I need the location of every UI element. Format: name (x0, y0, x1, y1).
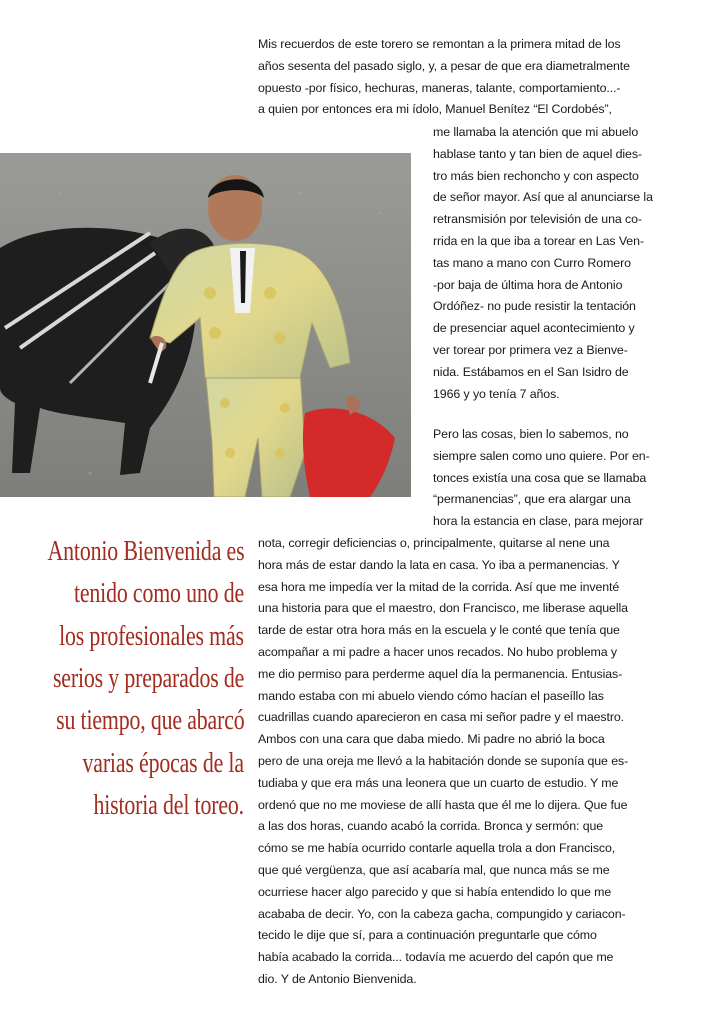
body-lines-top-line: opuesto -por físico, hechuras, maneras, talante, comportamiento...- (258, 80, 621, 95)
pull-quote-lines-line: serios y preparados de (52, 662, 244, 694)
body-lines-para2-wide-line: Ambos con una cara que daba miedo. Mi padre no abrió la boca (258, 732, 605, 747)
body-lines-para2-wide-line: tarde de estar otra hora más en la escuela y le conté que tenía que (258, 623, 620, 638)
body-lines-narrow-line: -por baja de última hora de Antonio (433, 277, 623, 292)
body-lines-para2-wide-line: había acabado la corrida... todavía me acuerdo del capón que me (258, 950, 614, 965)
body-lines-narrow-line: tas mano a mano con Curro Romero (433, 255, 631, 270)
body-lines-para2-wide-line: dio. Y de Antonio Bienvenida. (258, 972, 417, 986)
body-lines-narrow-line: retransmisión por televisión de una co- (433, 212, 642, 227)
body-lines-narrow-line: rrida en la que iba a torear en Las Ven- (433, 234, 644, 248)
body-lines-narrow-line: de presenciar aquel acontecimiento y (433, 321, 635, 336)
body-lines-narrow-line: tro más bien rechoncho y con aspecto (433, 168, 639, 183)
pull-quote-lines-line: su tiempo, que abarcó (55, 705, 244, 737)
body-lines-top-line: años sesenta del pasado siglo, y, a pesar de que era diametralmente (258, 58, 630, 73)
body-lines-narrow-line: de señor mayor. Así que al anunciarse la (433, 190, 653, 205)
pull-quote-lines-line: tenido como uno de (73, 578, 244, 610)
pull-quote-lines-line: los profesionales más (59, 620, 244, 652)
body-lines-para2-wide-line: tudiaba y que era más una leonera que un cuarto de estudio. Y me (258, 775, 619, 790)
bullfighter-illustration (0, 153, 411, 497)
body-lines-top-line: a quien por entonces era mi ídolo, Manuel Benítez “El Cordobés”, (258, 102, 612, 117)
pull-quote-lines-line: varias épocas de la (82, 747, 244, 779)
body-lines-para2-wide-line: a las dos horas, cuando acabó la corrida. Bronca y sermón: que (258, 819, 604, 834)
body-lines-para2-narrow-line: siempre salen como uno quiere. Por en- (433, 448, 650, 463)
body-lines-para2-wide-line: tecido le dije que sí, para a continuación preguntarle que cómo (258, 928, 597, 943)
pull-quote-lines-line: Antonio Bienvenida es (47, 536, 244, 567)
body-lines-para2-narrow-line: “permanencias”, que era alargar una (433, 492, 631, 507)
body-lines-para2-wide-line: cómo se me había ocurrido contarle aquella trola a don Francisco, (258, 841, 616, 856)
body-lines-para2-wide-line: acompañar a mi padre a hacer unos recados. No hubo problema y (258, 645, 617, 659)
body-lines-para2-narrow-line: tonces existía una cosa que se llamaba (433, 470, 647, 485)
body-lines-narrow-line: hablase tanto y tan bien de aquel dies- (433, 146, 642, 161)
body-lines-para2-wide-line: nota, corregir deficiencias o, principalmente, quitarse al nene una (258, 536, 610, 550)
body-lines-para2-wide-line: esa hora me impedía ver la mitad de la corrida. Así que me inventé (258, 579, 620, 594)
body-lines-para2-narrow-line: Pero las cosas, bien lo sabemos, no (433, 427, 629, 441)
body-lines-para2-wide-line: pero de una oreja me llevó a la habitación donde se suponía que es- (258, 754, 629, 768)
body-lines-narrow-line: 1966 y yo tenía 7 años. (433, 386, 560, 401)
body-lines-para2-wide-line: me dio permiso para perderme aquel día la permanencia. Entusias- (258, 666, 623, 681)
body-lines-narrow-line: ver torear por primera vez a Bienve- (433, 343, 628, 357)
body-lines-para2-wide-line: una historia para que el maestro, don Francisco, me liberase aquella (258, 601, 628, 616)
pull-quote-lines-line: historia del toreo. (93, 789, 244, 821)
body-lines-para2-wide-line: mando estaba con mi abuelo viendo cómo hacían el paseíllo las (258, 688, 604, 703)
body-lines-para2-wide-line: que qué vergüenza, que así acabaría mal, que nunca más se me (258, 863, 610, 877)
bullfighter-photo (0, 153, 411, 497)
body-lines-para2-wide-line: acababa de decir. Yo, con la cabeza gacha, compungido y cariacon- (258, 906, 626, 921)
body-lines-para2-wide-line: hora más de estar dando la lata en casa. Yo iba a permanencias. Y (258, 557, 620, 572)
body-lines-narrow-line: me llamaba la atención que mi abuelo (433, 125, 639, 139)
body-lines-narrow-line: nida. Estábamos en el San Isidro de (433, 364, 629, 379)
body-lines-top-line: Mis recuerdos de este torero se remontan a la primera mitad de los (258, 37, 621, 51)
body-lines-para2-wide-line: ordenó que no me moviese de allí hasta que él me lo dijera. Que fue (258, 797, 628, 812)
body-lines-para2-wide-line: ocurriese hacer algo parecido y que si había entendido lo que me (258, 884, 612, 899)
body-lines-para2-narrow-line: hora la estancia en clase, para mejorar (433, 514, 644, 529)
body-lines-narrow-line: Ordóñez- no pude resistir la tentación (433, 299, 636, 314)
body-lines-para2-wide-line: cuadrillas cuando aparecieron en casa mi señor padre y el maestro. (258, 710, 625, 725)
